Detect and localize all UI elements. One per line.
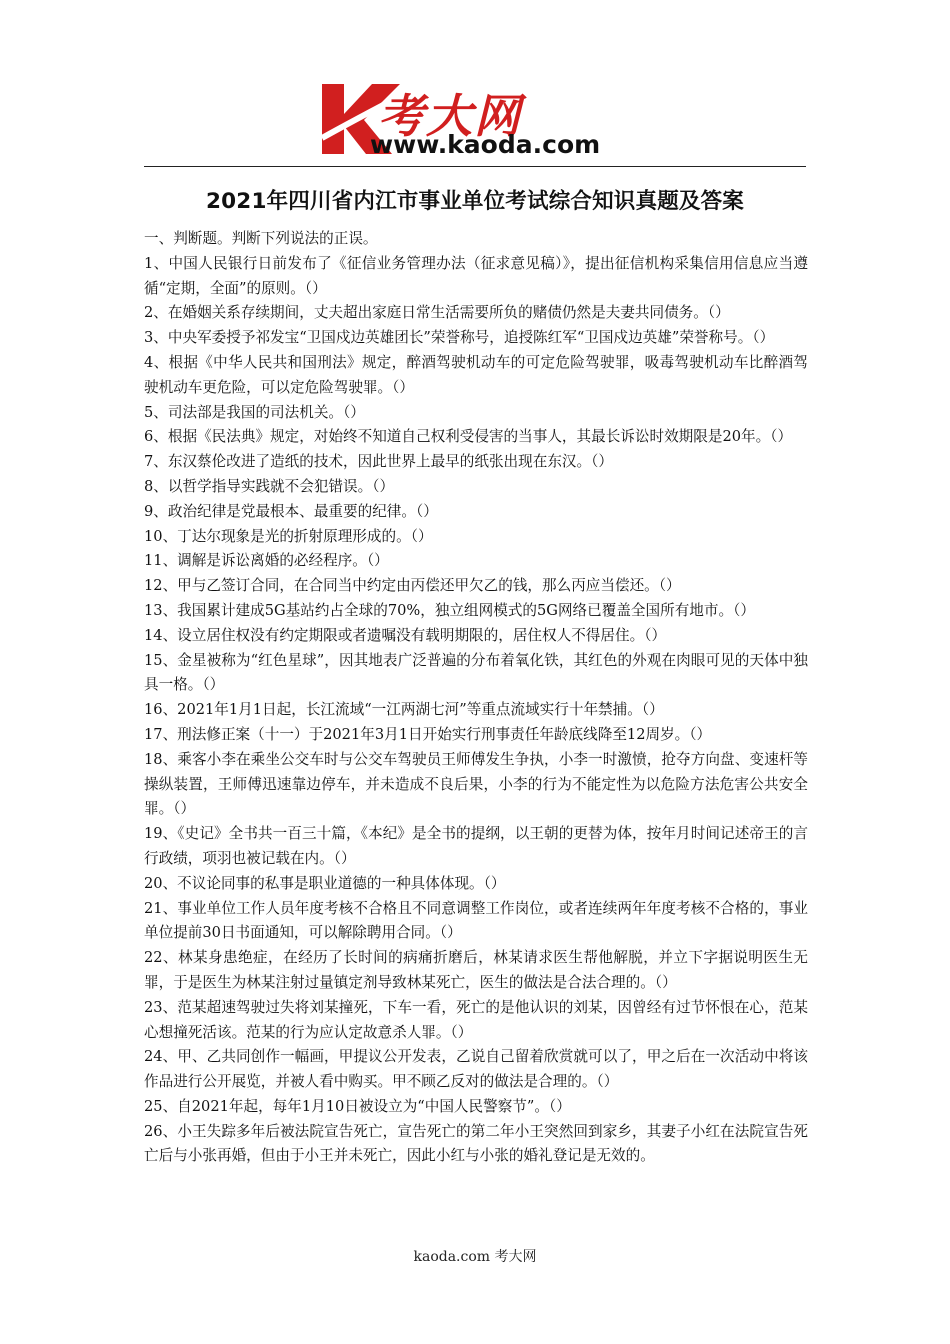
question-item: 22、林某身患绝症，在经历了长时间的病痛折磨后，林某请求医生帮他解脱，并立下字据说明医生无罪，于是医生为林某注射过量镇定剂导致林某死亡，医生的做法是合法合理的。（） <box>144 949 808 991</box>
question-item: 2、在婚姻关系存续期间，丈夫超出家庭日常生活需要所负的赌债仍然是夫妻共同债务。（） <box>144 304 730 322</box>
question-item: 9、政治纪律是党最根本、最重要的纪律。（） <box>144 502 438 520</box>
question-item: 16、2021年1月1日起，长江流域“一江两湖七河”等重点流域实行十年禁捕。（） <box>144 701 664 719</box>
question-item: 18、乘客小李在乘坐公交车时与公交车驾驶员王师傅发生争执，小李一时激愤，抢夺方向盘、变速杆等操纵装置，王师傅迅速靠边停车，并未造成不良后果，小李的行为不能定性为以危险方法危害公共安全罪。（） <box>144 750 808 818</box>
logo-chinese-text: 考大网 <box>378 89 522 143</box>
question-item: 11、调解是诉讼离婚的必经程序。（） <box>144 552 389 570</box>
question-item: 7、东汉蔡伦改进了造纸的技术，因此世界上最早的纸张出现在东汉。（） <box>144 453 613 471</box>
section-heading: 一、判断题。判断下列说法的正误。 <box>144 230 378 247</box>
question-item: 6、根据《民法典》规定，对始终不知道自己权利受侵害的当事人，其最长诉讼时效期限是20年。（） <box>144 428 793 446</box>
document-title: 2021年四川省内江市事业单位考试综合知识真题及答案 <box>205 189 745 214</box>
question-item: 26、小王失踪多年后被法院宣告死亡，宣告死亡的第二年小王突然回到家乡，其妻子小红在法院宣告死亡后与小张再婚，但由于小王并未死亡，因此小红与小张的婚礼登记是无效的。 <box>144 1122 808 1165</box>
question-item: 23、范某超速驾驶过失将刘某撞死，下车一看，死亡的是他认识的刘某，因曾经有过节怀恨在心，范某心想撞死活该。范某的行为应认定故意杀人罪。（） <box>144 998 808 1041</box>
question-item: 24、甲、乙共同创作一幅画，甲提议公开发表，乙说自己留着欣赏就可以了，甲之后在一次活动中将该作品进行公开展览，并被人看中购买。甲不顾乙反对的做法是合理的。（） <box>144 1048 808 1091</box>
question-item: 17、刑法修正案（十一）于2021年3月1日开始实行刑事责任年龄底线降至12周岁。（） <box>144 725 712 743</box>
question-item: 5、司法部是我国的司法机关。（） <box>144 403 365 421</box>
question-item: 1、中国人民银行日前发布了《征信业务管理办法（征求意见稿）》，提出征信机构采集信用信息应当遵循“定期，全面”的原则。（） <box>144 254 808 297</box>
kaoda-logo <box>318 78 648 160</box>
question-item: 13、我国累计建成5G基站约占全球的70%，独立组网模式的5G网络已覆盖全国所有地市。（） <box>144 601 755 619</box>
document-body <box>144 227 808 1169</box>
question-item: 10、丁达尔现象是光的折射原理形成的。（） <box>144 527 433 545</box>
logo-url-text: www.kaoda.com <box>370 130 601 159</box>
question-item: 12、甲与乙签订合同，在合同当中约定由丙偿还甲欠乙的钱，那么丙应当偿还。（） <box>144 577 681 595</box>
question-item: 20、不议论同事的私事是职业道德的一种具体体现。（） <box>144 874 506 892</box>
question-item: 25、自2021年起，每年1月10日被设立为“中国人民警察节”。（） <box>144 1097 571 1115</box>
question-item: 21、事业单位工作人员年度考核不合格且不同意调整工作岗位，或者连续两年年度考核不合格的，事业单位提前30日书面通知，可以解除聘用合同。（） <box>144 899 808 942</box>
header-divider <box>144 166 806 167</box>
question-item: 3、中央军委授予祁发宝“卫国戍边英雄团长”荣誉称号，追授陈红军“卫国戍边英雄”荣誉称号。（） <box>144 329 775 347</box>
question-item: 19、《史记》全书共一百三十篇，《本纪》是全书的提纲，以王朝的更替为体，按年月时间记述帝王的言行政绩，项羽也被记载在内。（） <box>144 825 808 867</box>
question-item: 15、金星被称为“红色星球”，因其地表广泛普遍的分布着氧化铁，其红色的外观在肉眼可见的天体中独具一格。（） <box>144 651 808 694</box>
question-item: 8、以哲学指导实践就不会犯错误。（） <box>144 477 395 495</box>
page-footer: kaoda.com 考大网 <box>413 1249 537 1265</box>
question-item: 14、设立居住权没有约定期限或者遗嘱没有载明期限的，居住权人不得居住。（） <box>144 626 667 644</box>
question-item: 4、根据《中华人民共和国刑法》规定，醉酒驾驶机动车的可定危险驾驶罪，吸毒驾驶机动车比醉酒驾驶机动车更危险，可以定危险驾驶罪。（） <box>144 353 808 396</box>
